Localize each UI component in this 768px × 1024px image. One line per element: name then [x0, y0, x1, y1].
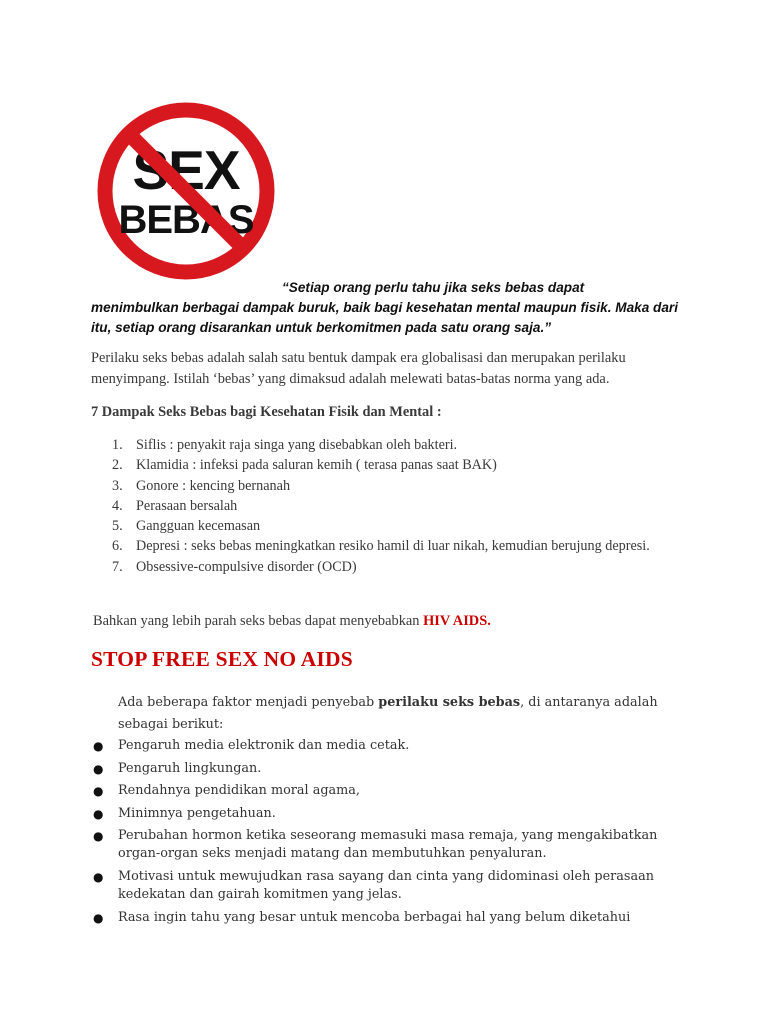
bullet-icon: ●: [93, 910, 104, 925]
list-item-text: Depresi : seks bebas meningkatkan resiko hamil di luar nikah, kemudian berujung depresi.: [136, 538, 650, 555]
faktor-list-item: [91, 760, 671, 778]
dampak-list-item: [91, 476, 651, 496]
faktor-list-item: [91, 805, 671, 823]
list-number: 4.: [112, 497, 123, 514]
dampak-list-item: [91, 496, 651, 516]
list-item-text: Siflis : penyakit raja singa yang disebabkan oleh bakteri.: [136, 437, 458, 453]
dampak-list-item: [91, 435, 651, 455]
quote-first-line: “Setiap orang perlu tahu jika seks bebas dapat: [282, 280, 585, 295]
dampak-list-item: [91, 536, 651, 556]
list-item-text: Gangguan kecemasan: [136, 518, 261, 535]
list-item-text: Gonore : kencing bernanah: [136, 477, 291, 494]
bullet-icon: ●: [93, 784, 104, 799]
faktor-list-item: [91, 782, 671, 800]
bullet-icon: ●: [93, 806, 104, 821]
faktor-intro-suffix: , di antaranya adalah sebagai berikut:: [118, 695, 658, 732]
list-item-text: Rasa ingin tahu yang besar untuk mencoba berbagai hal yang belum diketahui: [118, 909, 631, 925]
bullet-icon: ●: [93, 761, 104, 776]
logo-text-sex: SEX: [132, 139, 240, 201]
faktor-list-item: [91, 827, 671, 863]
quote-rest: menimbulkan berbagai dampak buruk, baik bagi kesehatan mental maupun fisik. Maka dari itu, setiap orang disarankan untuk berkomitmen pada satu orang saja.”: [91, 300, 678, 335]
faktor-list: [91, 737, 671, 931]
list-number: 6.: [112, 538, 123, 555]
stop-free-sex-heading: STOP FREE SEX NO AIDS: [91, 647, 353, 671]
hiv-aids-line: [93, 613, 491, 630]
faktor-intro-prefix: Ada beberapa faktor menjadi penyebab: [118, 695, 379, 710]
hiv-aids-highlight: HIV AIDS.: [423, 613, 491, 629]
faktor-list-item: [91, 737, 671, 755]
list-item-text: Perubahan hormon ketika seseorang memasuki masa remaja, yang mengakibatkan organ-organ seks menjadi matang dan membutuhkan penyaluran.: [118, 828, 658, 862]
list-number: 1.: [112, 437, 123, 453]
quote-block: [91, 278, 681, 338]
list-number: 2.: [112, 457, 123, 474]
faktor-list-item: [91, 909, 671, 927]
no-sex-bebas-logo: [96, 97, 276, 285]
faktor-intro: [118, 692, 678, 736]
list-number: 3.: [112, 477, 123, 494]
list-item-text: Minimnya pengetahuan.: [118, 805, 276, 821]
list-number: 7.: [112, 558, 123, 575]
logo-text-bebas: BEBAS: [118, 198, 254, 242]
list-item-text: Obsessive-compulsive disorder (OCD): [136, 558, 357, 575]
faktor-list-item: [91, 868, 671, 904]
dampak-list-item: [91, 557, 651, 577]
bullet-icon: ●: [93, 869, 104, 884]
list-item-text: Klamidia : infeksi pada saluran kemih ( terasa panas saat BAK): [136, 457, 497, 474]
dampak-list-item: [91, 455, 651, 475]
dampak-list-item: [91, 516, 651, 536]
list-item-text: Pengaruh lingkungan.: [118, 760, 262, 776]
list-number: 5.: [112, 518, 123, 535]
hiv-line-prefix: Bahkan yang lebih parah seks bebas dapat menyebabkan: [93, 613, 424, 629]
intro-paragraph: Perilaku seks bebas adalah salah satu bentuk dampak era globalisasi dan merupakan perilaku menyimpang. Istilah ‘bebas’ yang dimaksud adalah melewati batas-batas norma yang ada.: [91, 350, 626, 387]
dampak-heading: 7 Dampak Seks Bebas bagi Kesehatan Fisik dan Mental :: [91, 404, 442, 420]
bullet-icon: ●: [93, 829, 104, 844]
dampak-list: [91, 435, 651, 577]
list-item-text: Rendahnya pendidikan moral agama,: [118, 783, 360, 799]
faktor-intro-bold: perilaku seks bebas: [378, 695, 521, 710]
list-item-text: Perasaan bersalah: [136, 497, 238, 514]
prohibition-sign-icon: [96, 97, 276, 285]
bullet-icon: ●: [93, 739, 104, 753]
list-item-text: Motivasi untuk mewujudkan rasa sayang dan cinta yang didominasi oleh perasaan kedekatan dan gairah komitmen yang jelas.: [118, 868, 654, 902]
list-item-text: Pengaruh media elektronik dan media cetak.: [118, 738, 410, 753]
